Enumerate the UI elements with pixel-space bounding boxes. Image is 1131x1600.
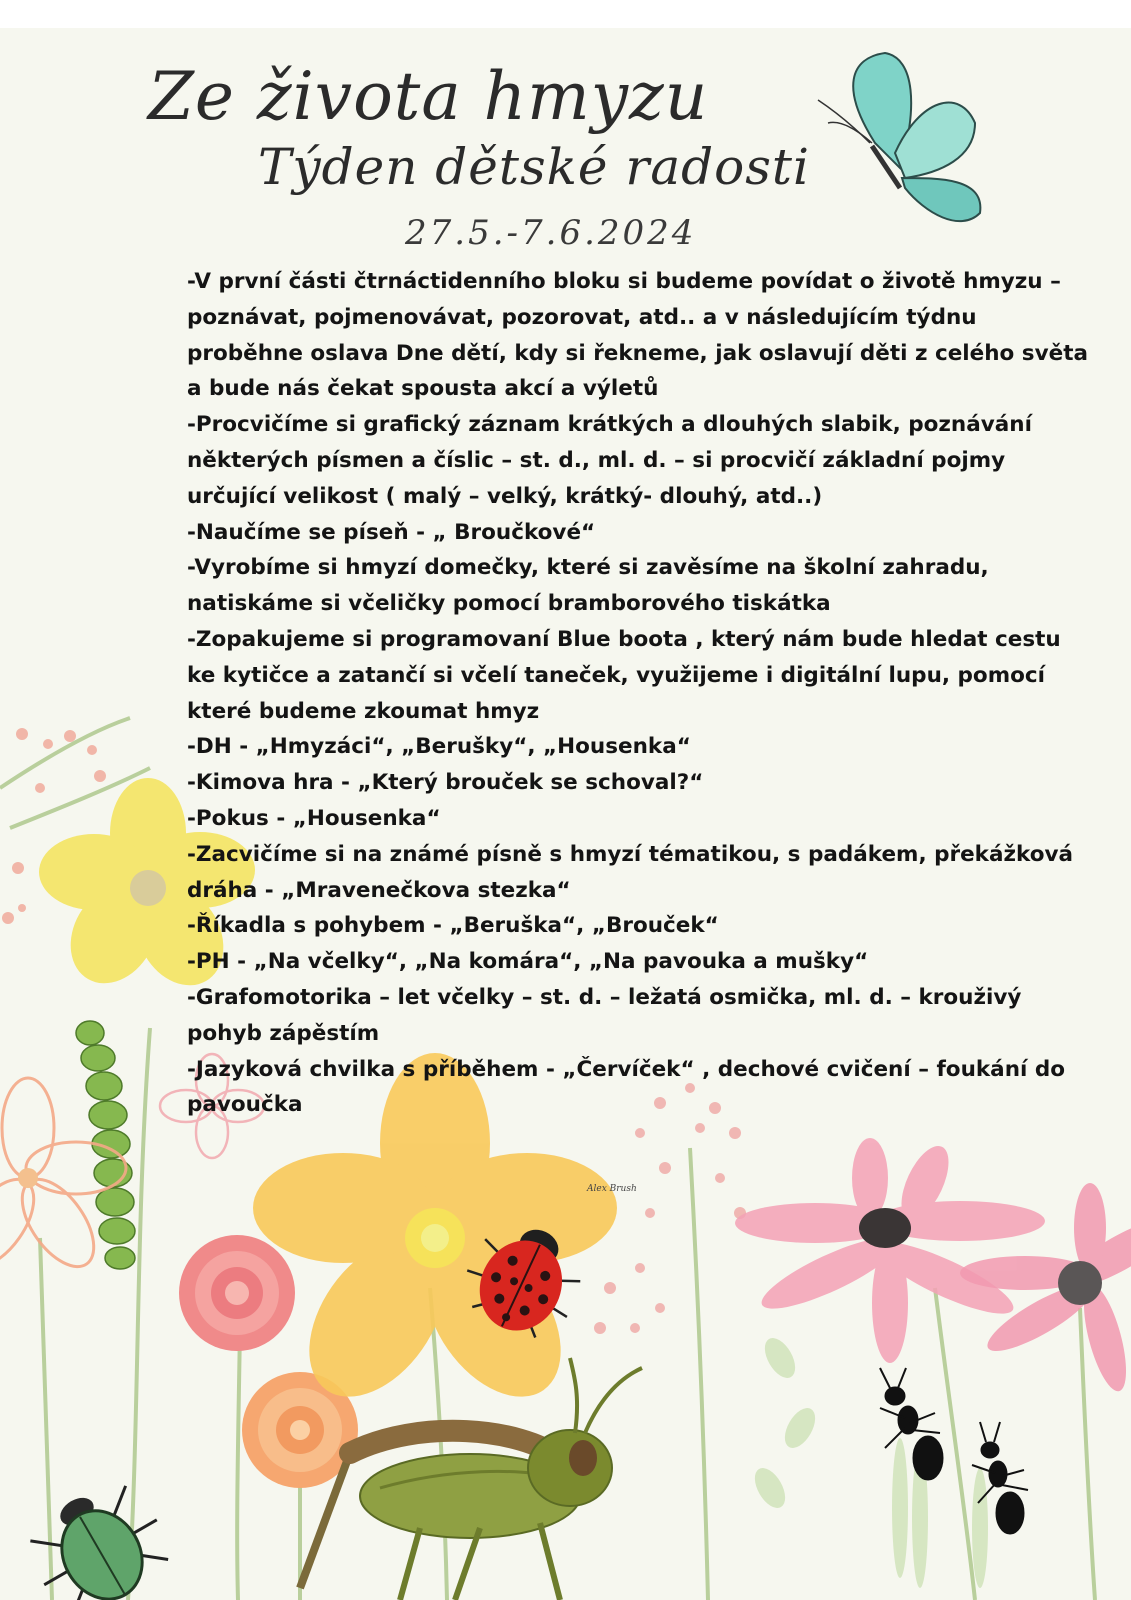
text-line: -Kimova hra - „Který brouček se schoval?“: [187, 770, 704, 796]
text-line: -V první části čtrnáctidenního bloku si budeme povídat o životě hmyzu –: [187, 269, 1061, 294]
text-line: -Pokus - „Housenka“: [187, 805, 441, 831]
page-title: Ze života hmyzu: [148, 58, 709, 135]
text-line: poznávat, pojmenovávat, pozorovat, atd.. a v následujícím týdnu: [187, 304, 977, 330]
text-line: některých písmen a číslic – st. d., ml. d. – si procvičí základní pojmy: [187, 447, 1006, 473]
text-line: -Grafomotorika – let včelky – st. d. – ležatá osmička, ml. d. – krouživý: [187, 984, 1022, 1010]
text-line: -Zacvičíme si na známé písně s hmyzí tématikou, s padákem, překážková: [187, 841, 1074, 867]
text-line: -Procvičíme si grafický záznam krátkých a dlouhých slabik, poznávání: [187, 412, 1032, 438]
text-line: které budeme zkoumat hmyz: [187, 698, 540, 724]
text-line: pohyb zápěstím: [187, 1020, 380, 1046]
text-line: určující velikost ( malý – velký, krátký- dlouhý, atd..): [187, 483, 823, 509]
text-line: -DH - „Hmyzáci“, „Berušky“, „Housenka“: [187, 734, 691, 760]
text-line: -Jazyková chvilka s příběhem - „Červíček“ , dechové cvičení – foukání do: [187, 1056, 1066, 1082]
text-line: dráha - „Mravenečkova stezka“: [187, 877, 571, 903]
leaves: [749, 1333, 988, 1588]
butterfly-icon: [818, 53, 980, 221]
text-line: ke kytičce a zatančí si včelí taneček, využijeme i digitální lupu, pomocí: [187, 662, 1045, 688]
caterpillar-icon: [76, 1021, 135, 1269]
poster: [0, 28, 1131, 1600]
text-line: -Vyrobíme si hmyzí domečky, které si zavěsíme na školní zahradu,: [187, 555, 989, 581]
rose-icon: [179, 1235, 295, 1351]
text-line: -Naučíme se píseň - „ Broučkové“: [187, 519, 596, 545]
content-text: [187, 264, 1107, 1123]
ant-icon: [880, 1368, 943, 1480]
text-line: natiskáme si včeličky pomocí bramborového tiskátka: [187, 591, 831, 617]
text-line: proběhne oslava Dne dětí, kdy si řekneme, jak oslavují děti z celého světa: [187, 340, 1088, 366]
text-line: -Zopakujeme si programovaní Blue boota , který nám bude hledat cestu: [187, 626, 1061, 652]
date-range: 27.5.-7.6.2024: [405, 213, 697, 253]
text-line: -PH - „Na včelky“, „Na komára“, „Na pavouka a mušky“: [187, 949, 869, 975]
signature: Alex Brush: [587, 1184, 637, 1194]
text-line: -Říkadla s pohybem - „Beruška“, „Brouček“: [187, 913, 719, 939]
beetle-icon: [15, 1469, 182, 1600]
text-line: a bude nás čekat spousta akcí a výletů: [187, 376, 659, 402]
text-line: pavoučka: [187, 1092, 303, 1118]
page-subtitle: Týden dětské radosti: [258, 138, 810, 196]
